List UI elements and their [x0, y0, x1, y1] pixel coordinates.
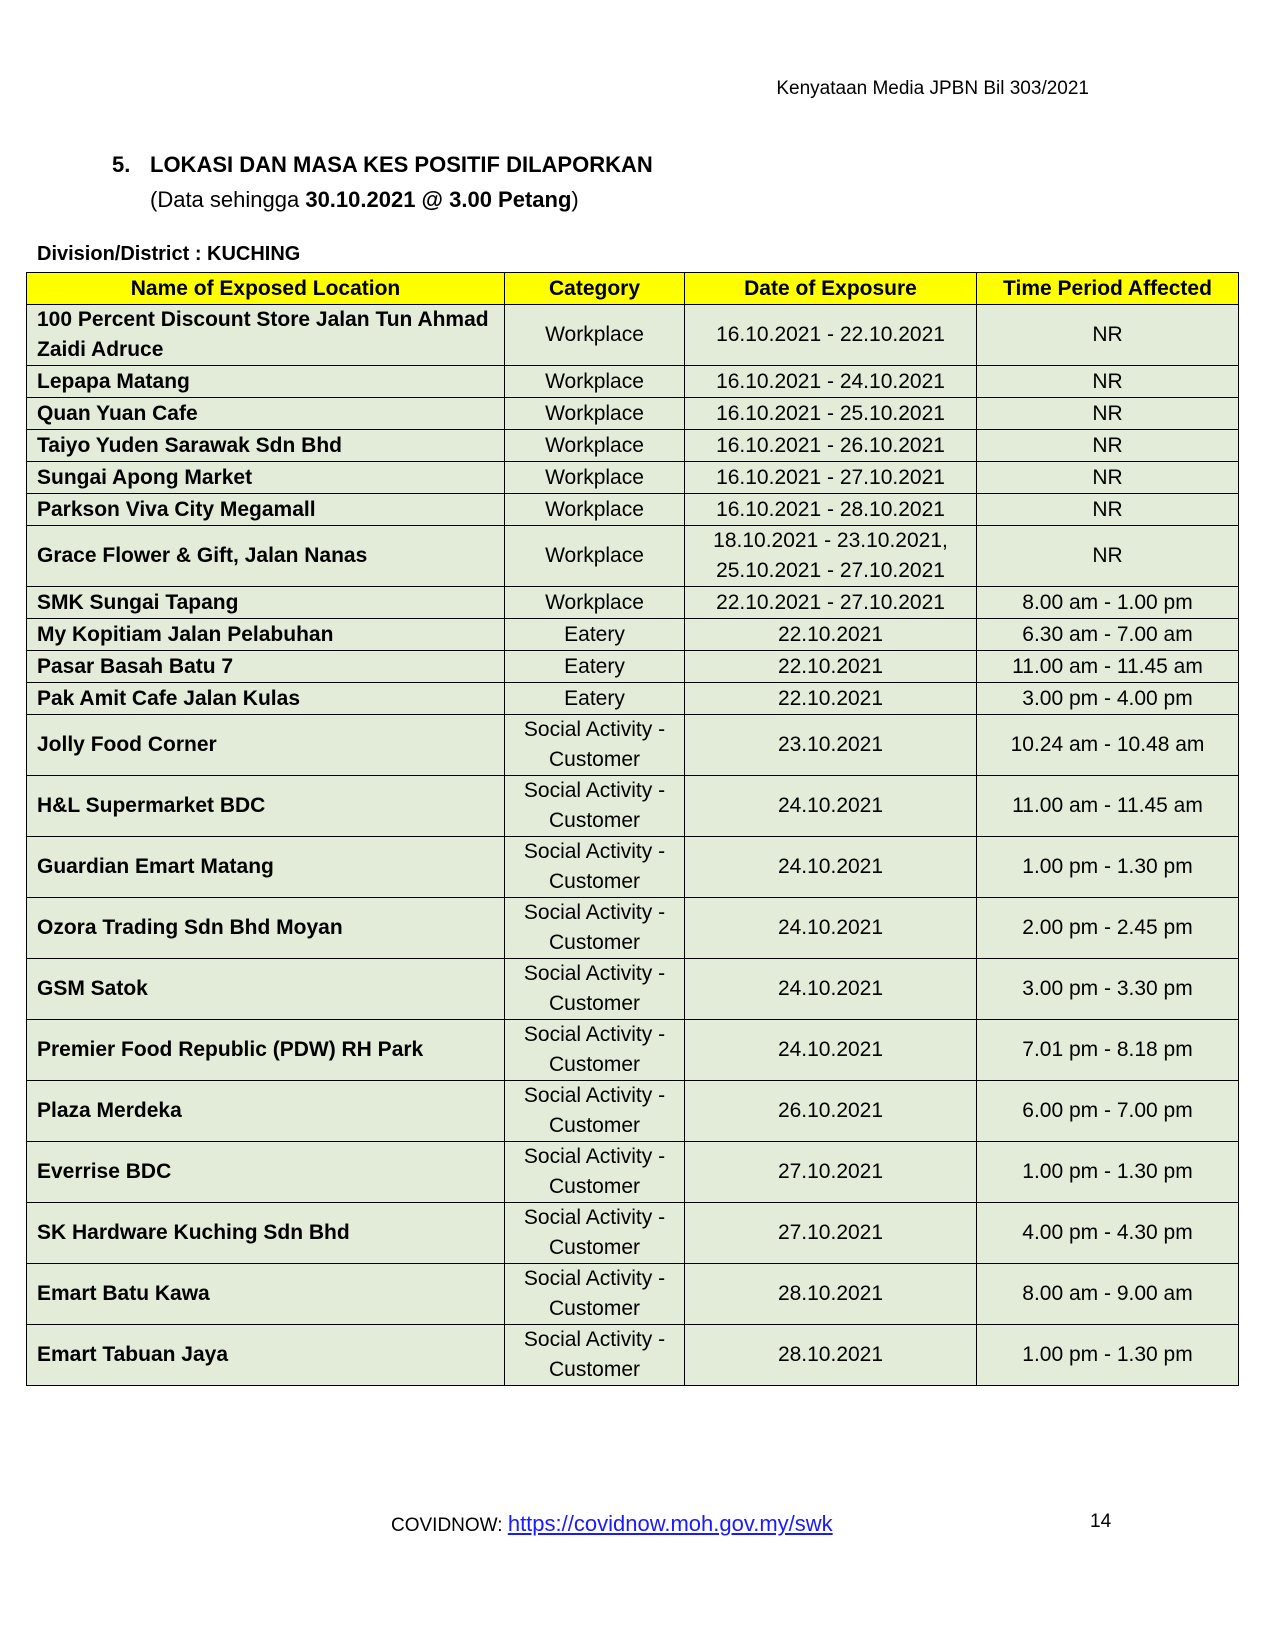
cell-time: NR [977, 526, 1239, 587]
table-row [27, 1203, 1239, 1264]
cell-category: Social Activity - Customer [505, 1264, 685, 1325]
cell-category: Social Activity - Customer [505, 959, 685, 1020]
cell-date: 22.10.2021 [685, 683, 977, 715]
cell-location: Everrise BDC [27, 1142, 505, 1203]
cell-category: Workplace [505, 494, 685, 526]
district-label: Division/District : KUCHING [37, 243, 301, 265]
cell-time: 6.00 pm - 7.00 pm [977, 1081, 1239, 1142]
table-row [27, 462, 1239, 494]
cell-time: NR [977, 398, 1239, 430]
subtitle-open: (Data sehingga [150, 187, 306, 212]
cell-date: 28.10.2021 [685, 1325, 977, 1386]
table-row [27, 587, 1239, 619]
cell-time: 1.00 pm - 1.30 pm [977, 837, 1239, 898]
cell-category: Workplace [505, 587, 685, 619]
cell-date: 27.10.2021 [685, 1142, 977, 1203]
cell-date: 16.10.2021 - 28.10.2021 [685, 494, 977, 526]
cell-location: Premier Food Republic (PDW) RH Park [27, 1020, 505, 1081]
cell-date: 27.10.2021 [685, 1203, 977, 1264]
cell-time: 8.00 am - 9.00 am [977, 1264, 1239, 1325]
table-row [27, 959, 1239, 1020]
table-row [27, 366, 1239, 398]
cell-category: Social Activity - Customer [505, 1203, 685, 1264]
cell-time: NR [977, 305, 1239, 366]
section-title-text: LOKASI DAN MASA KES POSITIF DILAPORKAN [150, 152, 653, 177]
table-row [27, 898, 1239, 959]
cell-date: 24.10.2021 [685, 898, 977, 959]
page-number: 14 [1090, 1511, 1112, 1532]
cell-date: 16.10.2021 - 24.10.2021 [685, 366, 977, 398]
exposure-table [26, 272, 1239, 1386]
cell-time: 3.00 pm - 4.00 pm [977, 683, 1239, 715]
cell-location: Grace Flower & Gift, Jalan Nanas [27, 526, 505, 587]
cell-date: 16.10.2021 - 27.10.2021 [685, 462, 977, 494]
cell-location: Lepapa Matang [27, 366, 505, 398]
cell-category: Workplace [505, 430, 685, 462]
cell-date: 28.10.2021 [685, 1264, 977, 1325]
cell-time: 6.30 am - 7.00 am [977, 619, 1239, 651]
cell-date: 22.10.2021 [685, 651, 977, 683]
table-row [27, 1142, 1239, 1203]
table-row [27, 1264, 1239, 1325]
cell-date: 22.10.2021 [685, 619, 977, 651]
cell-time: NR [977, 494, 1239, 526]
cell-location: Guardian Emart Matang [27, 837, 505, 898]
section-title [112, 152, 653, 178]
cell-time: NR [977, 366, 1239, 398]
header-reference: Kenyataan Media JPBN Bil 303/2021 [776, 78, 1089, 99]
subtitle-date: 30.10.2021 @ 3.00 Petang [305, 187, 572, 212]
table-row [27, 494, 1239, 526]
cell-time: 8.00 am - 1.00 pm [977, 587, 1239, 619]
cell-time: 11.00 am - 11.45 am [977, 651, 1239, 683]
cell-location: Emart Tabuan Jaya [27, 1325, 505, 1386]
cell-location: Emart Batu Kawa [27, 1264, 505, 1325]
table-row [27, 619, 1239, 651]
cell-time: 11.00 am - 11.45 am [977, 776, 1239, 837]
cell-category: Social Activity - Customer [505, 1020, 685, 1081]
cell-time: 1.00 pm - 1.30 pm [977, 1325, 1239, 1386]
subtitle-close: ) [571, 187, 579, 212]
cell-location: Parkson Viva City Megamall [27, 494, 505, 526]
section-number: 5. [112, 152, 131, 177]
cell-category: Social Activity - Customer [505, 898, 685, 959]
table-header-row [27, 273, 1239, 305]
cell-category: Eatery [505, 619, 685, 651]
cell-category: Social Activity - Customer [505, 715, 685, 776]
table-row [27, 1020, 1239, 1081]
cell-location: Ozora Trading Sdn Bhd Moyan [27, 898, 505, 959]
table-row [27, 1325, 1239, 1386]
cell-date: 26.10.2021 [685, 1081, 977, 1142]
cell-category: Workplace [505, 526, 685, 587]
cell-category: Social Activity - Customer [505, 776, 685, 837]
cell-location: Jolly Food Corner [27, 715, 505, 776]
table-row [27, 305, 1239, 366]
cell-category: Social Activity - Customer [505, 1142, 685, 1203]
cell-date: 24.10.2021 [685, 837, 977, 898]
cell-time: 3.00 pm - 3.30 pm [977, 959, 1239, 1020]
table-row [27, 837, 1239, 898]
cell-location: H&L Supermarket BDC [27, 776, 505, 837]
header-category: Category [505, 273, 685, 305]
cell-location: SK Hardware Kuching Sdn Bhd [27, 1203, 505, 1264]
table-row [27, 683, 1239, 715]
cell-category: Workplace [505, 305, 685, 366]
cell-location: Pak Amit Cafe Jalan Kulas [27, 683, 505, 715]
cell-category: Eatery [505, 683, 685, 715]
table-row [27, 1081, 1239, 1142]
cell-date: 16.10.2021 - 25.10.2021 [685, 398, 977, 430]
cell-time: 7.01 pm - 8.18 pm [977, 1020, 1239, 1081]
cell-date: 23.10.2021 [685, 715, 977, 776]
cell-location: Plaza Merdeka [27, 1081, 505, 1142]
cell-category: Social Activity - Customer [505, 1325, 685, 1386]
table-row [27, 398, 1239, 430]
cell-time: 1.00 pm - 1.30 pm [977, 1142, 1239, 1203]
cell-location: Pasar Basah Batu 7 [27, 651, 505, 683]
cell-category: Workplace [505, 462, 685, 494]
cell-category: Workplace [505, 398, 685, 430]
covidnow-link[interactable]: https://covidnow.moh.gov.my/swk [507, 1511, 833, 1536]
cell-location: SMK Sungai Tapang [27, 587, 505, 619]
cell-time: 2.00 pm - 2.45 pm [977, 898, 1239, 959]
table-row [27, 651, 1239, 683]
footer-label: COVIDNOW: [391, 1515, 508, 1536]
cell-category: Social Activity - Customer [505, 1081, 685, 1142]
cell-location: Sungai Apong Market [27, 462, 505, 494]
section-subtitle [150, 187, 579, 213]
cell-date: 24.10.2021 [685, 776, 977, 837]
footer [391, 1511, 833, 1537]
table-row [27, 526, 1239, 587]
cell-time: NR [977, 430, 1239, 462]
cell-category: Workplace [505, 366, 685, 398]
cell-location: 100 Percent Discount Store Jalan Tun Ahmad Zaidi Adruce [27, 305, 505, 366]
table-row [27, 776, 1239, 837]
cell-category: Eatery [505, 651, 685, 683]
header-time: Time Period Affected [977, 273, 1239, 305]
cell-time: 10.24 am - 10.48 am [977, 715, 1239, 776]
table-body [27, 305, 1239, 1386]
cell-location: GSM Satok [27, 959, 505, 1020]
header-date: Date of Exposure [685, 273, 977, 305]
cell-location: Taiyo Yuden Sarawak Sdn Bhd [27, 430, 505, 462]
cell-date: 16.10.2021 - 22.10.2021 [685, 305, 977, 366]
header-location: Name of Exposed Location [27, 273, 505, 305]
cell-time: NR [977, 462, 1239, 494]
table-row [27, 430, 1239, 462]
cell-date: 24.10.2021 [685, 1020, 977, 1081]
cell-category: Social Activity - Customer [505, 837, 685, 898]
table-row [27, 715, 1239, 776]
cell-date: 16.10.2021 - 26.10.2021 [685, 430, 977, 462]
cell-location: My Kopitiam Jalan Pelabuhan [27, 619, 505, 651]
cell-date: 22.10.2021 - 27.10.2021 [685, 587, 977, 619]
cell-date: 18.10.2021 - 23.10.2021, 25.10.2021 - 27.10.2021 [685, 526, 977, 587]
cell-date: 24.10.2021 [685, 959, 977, 1020]
cell-time: 4.00 pm - 4.30 pm [977, 1203, 1239, 1264]
cell-location: Quan Yuan Cafe [27, 398, 505, 430]
